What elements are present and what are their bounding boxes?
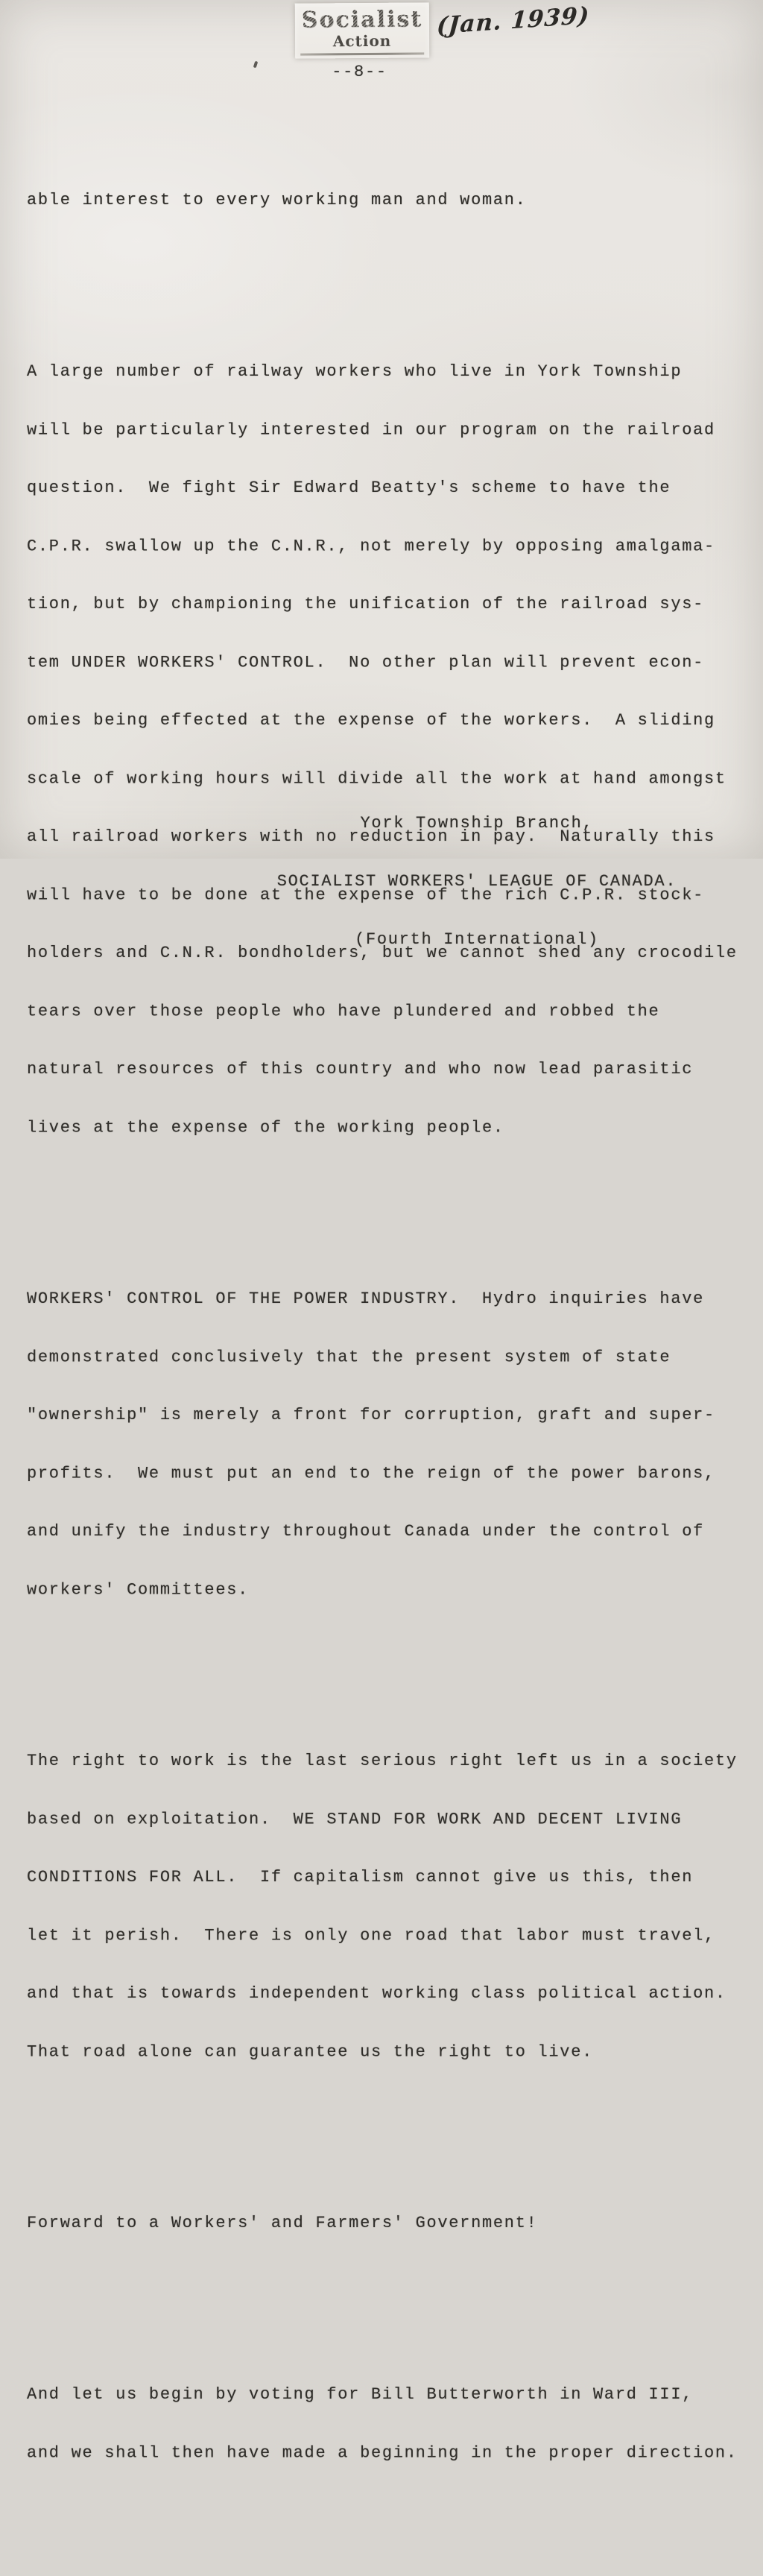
text-line: omies being effected at the expense of the workers. A sliding <box>27 711 715 730</box>
paragraph-6 <box>27 2346 757 2501</box>
signature-block <box>209 775 745 988</box>
text-line: tion, but by championing the unification of the railroad sys- <box>27 595 705 613</box>
masthead-clipping <box>295 2 430 58</box>
text-line: let it perish. There is only one road that labor must travel, <box>27 1926 715 1945</box>
text-line: scale of working hours will divide all the work at hand amongst <box>27 769 726 789</box>
text-line: based on exploitation. WE STAND FOR WORK AND DECENT LIVING <box>27 1810 683 1829</box>
text-line: and unify the industry throughout Canada under the control of <box>27 1522 705 1541</box>
text-line: WORKERS' CONTROL OF THE POWER INDUSTRY. Hydro inquiries have <box>27 1289 705 1308</box>
text-line: tem UNDER WORKERS' CONTROL. No other plan will prevent econ- <box>27 653 705 672</box>
paragraph-1 <box>27 152 757 249</box>
paragraph-4 <box>27 1713 757 2100</box>
text-line: CONDITIONS FOR ALL. If capitalism cannot give us this, then <box>27 1868 694 1887</box>
text-line: holders and C.N.R. bondholders, but we cannot shed any crocodile <box>27 944 738 962</box>
masthead-rule <box>300 52 424 55</box>
text-line: and we shall then have made a beginning in the proper direction. <box>27 2443 738 2463</box>
masthead-title: Socialist <box>295 7 429 32</box>
page-number: --8-- <box>332 63 387 81</box>
text-line: "ownership" is merely a front for corruption, graft and super- <box>27 1406 715 1424</box>
text-line: able interest to every working man and woman. <box>27 191 527 209</box>
ink-speck <box>253 61 259 69</box>
text-line: natural resources of this country and who now lead parasitic <box>27 1060 694 1079</box>
masthead-subtitle: Action <box>332 31 392 51</box>
text-line: all railroad workers with no reduction in pay. Naturally this <box>27 827 715 846</box>
text-line: And let us begin by voting for Bill Butterworth in Ward III, <box>27 2385 694 2404</box>
text-line: will have to be done at the expense of the rich C.P.R. stock- <box>27 886 705 905</box>
text-line: question. We fight Sir Edward Beatty's scheme to have the <box>27 479 671 497</box>
text-line: That road alone can guarantee us the right to live. <box>27 2042 594 2062</box>
text-line: workers' Committees. <box>27 1580 250 1600</box>
text-line: A large number of railway workers who live in York Township <box>27 362 683 381</box>
text-line: will be particularly interested in our program on the railroad <box>27 420 715 440</box>
text-line: tears over those people who have plundered and robbed the <box>27 1002 660 1021</box>
handwritten-date-annotation: (Jan. 1939) <box>435 1 591 40</box>
document-body <box>27 94 757 2576</box>
text-line: The right to work is the last serious right left us in a society <box>27 1752 738 1770</box>
signature-line: SOCIALIST WORKERS' LEAGUE OF CANADA. <box>276 872 677 891</box>
signature-line: York Township Branch, <box>360 814 594 833</box>
paragraph-2 <box>27 323 757 1176</box>
text-line: demonstrated conclusively that the present system of state <box>27 1348 671 1367</box>
text-line: lives at the expense of the working people. <box>27 1118 504 1137</box>
text-line: profits. We must put an end to the reign of the power barons, <box>27 1464 715 1483</box>
text-line: and that is towards independent working class political action. <box>27 1984 726 2003</box>
signature-line: (Fourth International) <box>355 930 599 949</box>
paragraph-3 <box>27 1251 757 1638</box>
text-line: Forward to a Workers' and Farmers' Government! <box>27 2214 538 2232</box>
paragraph-5 <box>27 2175 757 2272</box>
text-line: C.P.R. swallow up the C.N.R., not merely by opposing amalgama- <box>27 537 715 556</box>
